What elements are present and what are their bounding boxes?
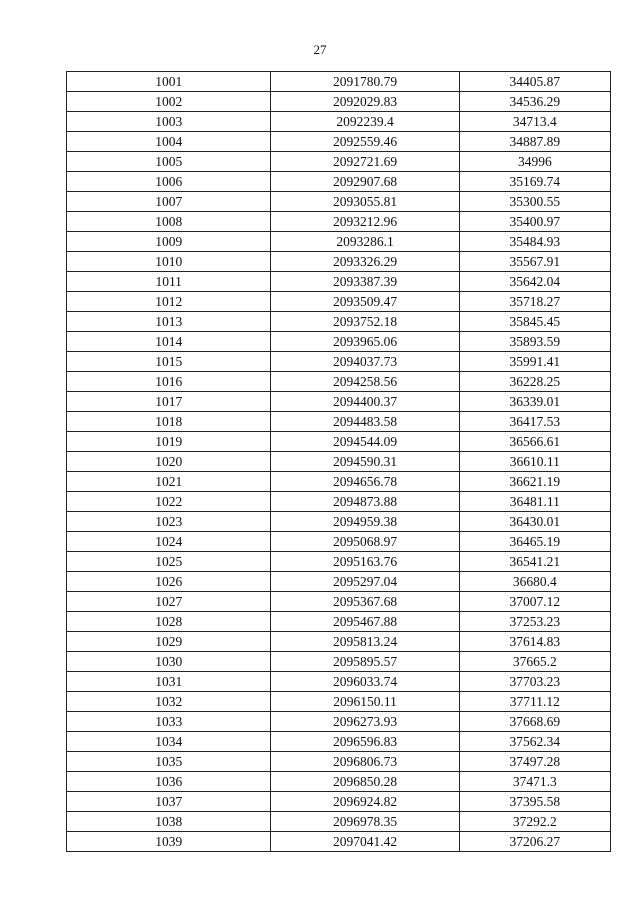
table-body bbox=[67, 72, 611, 852]
table-row bbox=[67, 712, 611, 732]
x-coordinate-cell: 2091780.79 bbox=[271, 72, 459, 92]
point-number-cell: 1012 bbox=[67, 292, 271, 312]
x-coordinate-cell: 2093326.29 bbox=[271, 252, 459, 272]
table-row bbox=[67, 672, 611, 692]
table-row bbox=[67, 632, 611, 652]
y-coordinate-cell: 35991.41 bbox=[459, 352, 610, 372]
point-number-cell: 1028 bbox=[67, 612, 271, 632]
y-coordinate-cell: 34996 bbox=[459, 152, 610, 172]
point-number-cell: 1015 bbox=[67, 352, 271, 372]
point-number-cell: 1024 bbox=[67, 532, 271, 552]
point-number-cell: 1021 bbox=[67, 472, 271, 492]
point-number-cell: 1010 bbox=[67, 252, 271, 272]
point-number-cell: 1022 bbox=[67, 492, 271, 512]
x-coordinate-cell: 2096850.28 bbox=[271, 772, 459, 792]
table-row bbox=[67, 392, 611, 412]
table-row bbox=[67, 252, 611, 272]
coordinates-table bbox=[66, 71, 611, 852]
x-coordinate-cell: 2094656.78 bbox=[271, 472, 459, 492]
table-row bbox=[67, 332, 611, 352]
x-coordinate-cell: 2095068.97 bbox=[271, 532, 459, 552]
y-coordinate-cell: 35642.04 bbox=[459, 272, 610, 292]
point-number-cell: 1003 bbox=[67, 112, 271, 132]
table-row bbox=[67, 432, 611, 452]
y-coordinate-cell: 37665.2 bbox=[459, 652, 610, 672]
y-coordinate-cell: 37614.83 bbox=[459, 632, 610, 652]
point-number-cell: 1020 bbox=[67, 452, 271, 472]
x-coordinate-cell: 2094959.38 bbox=[271, 512, 459, 532]
table-row bbox=[67, 552, 611, 572]
y-coordinate-cell: 36339.01 bbox=[459, 392, 610, 412]
point-number-cell: 1030 bbox=[67, 652, 271, 672]
x-coordinate-cell: 2095813.24 bbox=[271, 632, 459, 652]
x-coordinate-cell: 2096924.82 bbox=[271, 792, 459, 812]
x-coordinate-cell: 2097041.42 bbox=[271, 832, 459, 852]
x-coordinate-cell: 2095895.57 bbox=[271, 652, 459, 672]
x-coordinate-cell: 2092907.68 bbox=[271, 172, 459, 192]
y-coordinate-cell: 36541.21 bbox=[459, 552, 610, 572]
y-coordinate-cell: 36430.01 bbox=[459, 512, 610, 532]
table-row bbox=[67, 352, 611, 372]
table-row bbox=[67, 192, 611, 212]
point-number-cell: 1014 bbox=[67, 332, 271, 352]
table-row bbox=[67, 292, 611, 312]
table-row bbox=[67, 472, 611, 492]
x-coordinate-cell: 2092721.69 bbox=[271, 152, 459, 172]
x-coordinate-cell: 2095467.88 bbox=[271, 612, 459, 632]
y-coordinate-cell: 35484.93 bbox=[459, 232, 610, 252]
x-coordinate-cell: 2094590.31 bbox=[271, 452, 459, 472]
point-number-cell: 1005 bbox=[67, 152, 271, 172]
x-coordinate-cell: 2092029.83 bbox=[271, 92, 459, 112]
point-number-cell: 1002 bbox=[67, 92, 271, 112]
y-coordinate-cell: 34536.29 bbox=[459, 92, 610, 112]
table-row bbox=[67, 512, 611, 532]
page-number: 27 bbox=[313, 42, 327, 57]
table-row bbox=[67, 492, 611, 512]
y-coordinate-cell: 36481.11 bbox=[459, 492, 610, 512]
point-number-cell: 1016 bbox=[67, 372, 271, 392]
table-row bbox=[67, 92, 611, 112]
y-coordinate-cell: 35845.45 bbox=[459, 312, 610, 332]
y-coordinate-cell: 35300.55 bbox=[459, 192, 610, 212]
x-coordinate-cell: 2095163.76 bbox=[271, 552, 459, 572]
x-coordinate-cell: 2094483.58 bbox=[271, 412, 459, 432]
y-coordinate-cell: 37711.12 bbox=[459, 692, 610, 712]
y-coordinate-cell: 36566.61 bbox=[459, 432, 610, 452]
x-coordinate-cell: 2094544.09 bbox=[271, 432, 459, 452]
x-coordinate-cell: 2096978.35 bbox=[271, 812, 459, 832]
x-coordinate-cell: 2093509.47 bbox=[271, 292, 459, 312]
y-coordinate-cell: 34405.87 bbox=[459, 72, 610, 92]
y-coordinate-cell: 37007.12 bbox=[459, 592, 610, 612]
y-coordinate-cell: 36621.19 bbox=[459, 472, 610, 492]
table-row bbox=[67, 132, 611, 152]
x-coordinate-cell: 2095297.04 bbox=[271, 572, 459, 592]
table-row bbox=[67, 772, 611, 792]
x-coordinate-cell: 2093212.96 bbox=[271, 212, 459, 232]
table-row bbox=[67, 752, 611, 772]
table-row bbox=[67, 172, 611, 192]
x-coordinate-cell: 2093055.81 bbox=[271, 192, 459, 212]
y-coordinate-cell: 36680.4 bbox=[459, 572, 610, 592]
point-number-cell: 1001 bbox=[67, 72, 271, 92]
y-coordinate-cell: 37562.34 bbox=[459, 732, 610, 752]
point-number-cell: 1004 bbox=[67, 132, 271, 152]
point-number-cell: 1038 bbox=[67, 812, 271, 832]
point-number-cell: 1017 bbox=[67, 392, 271, 412]
point-number-cell: 1026 bbox=[67, 572, 271, 592]
x-coordinate-cell: 2094258.56 bbox=[271, 372, 459, 392]
point-number-cell: 1029 bbox=[67, 632, 271, 652]
point-number-cell: 1033 bbox=[67, 712, 271, 732]
table-row bbox=[67, 232, 611, 252]
point-number-cell: 1027 bbox=[67, 592, 271, 612]
x-coordinate-cell: 2093387.39 bbox=[271, 272, 459, 292]
y-coordinate-cell: 37395.58 bbox=[459, 792, 610, 812]
point-number-cell: 1008 bbox=[67, 212, 271, 232]
table-row bbox=[67, 312, 611, 332]
y-coordinate-cell: 37292.2 bbox=[459, 812, 610, 832]
x-coordinate-cell: 2092559.46 bbox=[271, 132, 459, 152]
point-number-cell: 1025 bbox=[67, 552, 271, 572]
y-coordinate-cell: 35567.91 bbox=[459, 252, 610, 272]
y-coordinate-cell: 37668.69 bbox=[459, 712, 610, 732]
table-row bbox=[67, 692, 611, 712]
table-row bbox=[67, 412, 611, 432]
y-coordinate-cell: 34713.4 bbox=[459, 112, 610, 132]
point-number-cell: 1011 bbox=[67, 272, 271, 292]
table-row bbox=[67, 372, 611, 392]
point-number-cell: 1006 bbox=[67, 172, 271, 192]
x-coordinate-cell: 2094873.88 bbox=[271, 492, 459, 512]
table-row bbox=[67, 112, 611, 132]
table-row bbox=[67, 832, 611, 852]
x-coordinate-cell: 2096806.73 bbox=[271, 752, 459, 772]
table-row bbox=[67, 812, 611, 832]
table-row bbox=[67, 572, 611, 592]
point-number-cell: 1009 bbox=[67, 232, 271, 252]
x-coordinate-cell: 2096596.83 bbox=[271, 732, 459, 752]
point-number-cell: 1034 bbox=[67, 732, 271, 752]
y-coordinate-cell: 35718.27 bbox=[459, 292, 610, 312]
y-coordinate-cell: 34887.89 bbox=[459, 132, 610, 152]
table-row bbox=[67, 212, 611, 232]
point-number-cell: 1037 bbox=[67, 792, 271, 812]
x-coordinate-cell: 2092239.4 bbox=[271, 112, 459, 132]
point-number-cell: 1019 bbox=[67, 432, 271, 452]
y-coordinate-cell: 35169.74 bbox=[459, 172, 610, 192]
x-coordinate-cell: 2093286.1 bbox=[271, 232, 459, 252]
x-coordinate-cell: 2096273.93 bbox=[271, 712, 459, 732]
point-number-cell: 1023 bbox=[67, 512, 271, 532]
y-coordinate-cell: 36417.53 bbox=[459, 412, 610, 432]
x-coordinate-cell: 2094400.37 bbox=[271, 392, 459, 412]
y-coordinate-cell: 36465.19 bbox=[459, 532, 610, 552]
table-row bbox=[67, 612, 611, 632]
table-row bbox=[67, 532, 611, 552]
y-coordinate-cell: 37206.27 bbox=[459, 832, 610, 852]
table-row bbox=[67, 792, 611, 812]
x-coordinate-cell: 2096033.74 bbox=[271, 672, 459, 692]
point-number-cell: 1031 bbox=[67, 672, 271, 692]
y-coordinate-cell: 36610.11 bbox=[459, 452, 610, 472]
point-number-cell: 1036 bbox=[67, 772, 271, 792]
table-row bbox=[67, 152, 611, 172]
y-coordinate-cell: 37497.28 bbox=[459, 752, 610, 772]
table-row bbox=[67, 72, 611, 92]
table-row bbox=[67, 592, 611, 612]
table-row bbox=[67, 732, 611, 752]
table-row bbox=[67, 652, 611, 672]
x-coordinate-cell: 2096150.11 bbox=[271, 692, 459, 712]
y-coordinate-cell: 35893.59 bbox=[459, 332, 610, 352]
x-coordinate-cell: 2093965.06 bbox=[271, 332, 459, 352]
x-coordinate-cell: 2094037.73 bbox=[271, 352, 459, 372]
point-number-cell: 1007 bbox=[67, 192, 271, 212]
y-coordinate-cell: 36228.25 bbox=[459, 372, 610, 392]
y-coordinate-cell: 35400.97 bbox=[459, 212, 610, 232]
y-coordinate-cell: 37471.3 bbox=[459, 772, 610, 792]
x-coordinate-cell: 2095367.68 bbox=[271, 592, 459, 612]
point-number-cell: 1032 bbox=[67, 692, 271, 712]
point-number-cell: 1013 bbox=[67, 312, 271, 332]
point-number-cell: 1018 bbox=[67, 412, 271, 432]
y-coordinate-cell: 37703.23 bbox=[459, 672, 610, 692]
table-row bbox=[67, 452, 611, 472]
point-number-cell: 1039 bbox=[67, 832, 271, 852]
table-row bbox=[67, 272, 611, 292]
point-number-cell: 1035 bbox=[67, 752, 271, 772]
x-coordinate-cell: 2093752.18 bbox=[271, 312, 459, 332]
y-coordinate-cell: 37253.23 bbox=[459, 612, 610, 632]
